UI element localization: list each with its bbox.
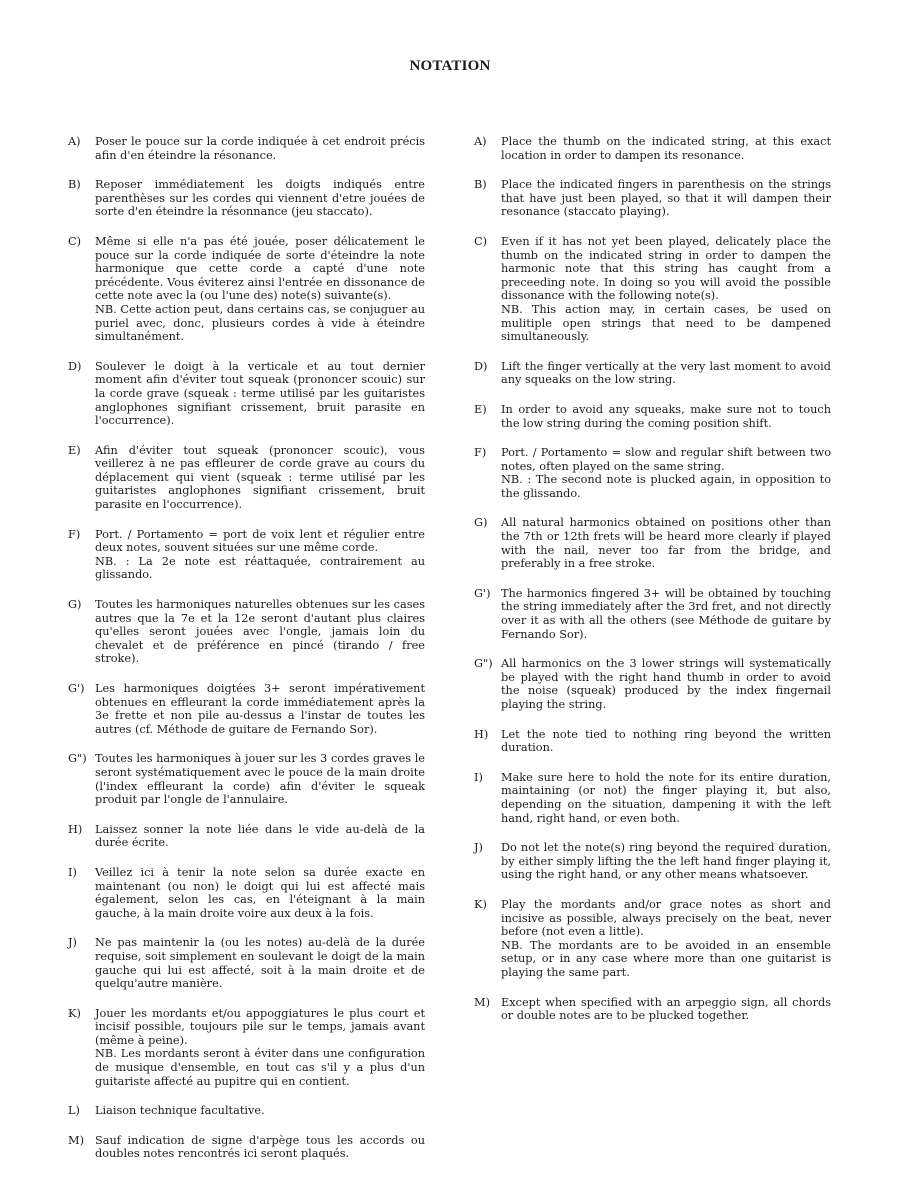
notation-entry — [68, 528, 425, 582]
entry-text — [501, 235, 831, 344]
entry-paragraph: Les harmoniques doigtées 3+ seront impérativement obtenues en effleurant la corde immédiatement après la 3e frette et non pile au-dessus a l'instar de toutes les autres (cf. Méthode de guitare de Fernando Sor). — [95, 682, 425, 736]
entry-label: G) — [474, 516, 488, 530]
entry-text — [95, 178, 425, 219]
entry-paragraph: Jouer les mordants et/ou appoggiatures le plus court et incisif possible, toujours pile sur le temps, jamais avant (même à peine). — [95, 1006, 425, 1047]
entry-label: B) — [474, 178, 487, 192]
entry-paragraph: NB. The mordants are to be avoided in an ensemble setup, or in any case where more than one guitarist is playing the same part. — [501, 938, 831, 979]
notation-entry — [68, 135, 425, 162]
notation-entry — [474, 403, 831, 430]
entry-paragraph: NB. : La 2e note est réattaquée, contrairement au glissando. — [95, 554, 425, 582]
entry-text — [95, 360, 425, 428]
notation-entry — [474, 898, 831, 980]
entry-paragraph: Veillez ici à tenir la note selon sa durée exacte en maintenant (ou non) le doigt qui lui est affecté mais également, selon les cas, en l'éteignant à la main gauche, à la main droite voire aux deux à la fois. — [95, 865, 425, 920]
entry-label: H) — [68, 822, 83, 836]
entry-text — [501, 841, 831, 882]
entry-label: A) — [68, 135, 81, 148]
entry-label: A) — [474, 135, 487, 148]
notation-entry — [474, 360, 831, 387]
entry-label: L) — [68, 1104, 80, 1118]
entry-label: C) — [474, 234, 488, 248]
notation-entry — [68, 752, 425, 806]
french-column — [68, 135, 425, 1161]
entry-paragraph: Lift the finger vertically at the very last moment to avoid any squeaks on the low string. — [501, 359, 831, 387]
notation-entry — [474, 446, 831, 500]
entry-text — [95, 1007, 425, 1089]
entry-paragraph: Sauf indication de signe d'arpège tous les accords ou doubles notes rencontrés ici seront plaqués. — [95, 1133, 425, 1161]
notation-entry — [68, 598, 425, 666]
entry-text — [95, 528, 425, 582]
notation-entry — [68, 936, 425, 990]
entry-label: C) — [68, 234, 82, 248]
entry-text — [501, 516, 831, 570]
entry-text — [95, 444, 425, 512]
page-title: NOTATION — [409, 58, 491, 74]
entry-paragraph: Liaison technique facultative. — [95, 1104, 265, 1118]
entry-paragraph: Port. / Portamento = port de voix lent et régulier entre deux notes, souvent situées sur une même corde. — [95, 527, 425, 555]
entry-text — [95, 936, 425, 990]
entry-paragraph: Toutes les harmoniques naturelles obtenues sur les cases autres que la 7e et la 12e seront d'autant plus claires qu'elles seront jouées avec l'ongle, jamais loin du chevalet et de préférence en pincé (tirando / free stroke). — [95, 598, 425, 666]
entry-paragraph: NB. This action may, in certain cases, be used on mulitiple open strings that need to be dampened simultaneously. — [501, 302, 831, 344]
notation-entry — [68, 682, 425, 736]
entry-text — [501, 403, 831, 430]
entry-label: E) — [474, 402, 487, 416]
entry-text — [501, 360, 831, 387]
entry-paragraph: Play the mordants and/or grace notes as short and incisive as possible, always precisely on the beat, never before (not even a little). — [501, 897, 831, 939]
notation-entry — [474, 728, 831, 755]
entry-paragraph: Make sure here to hold the note for its entire duration, maintaining (or not) the finger playing it, but also, depending on the situation, dampening it with the left hand, right hand, or even both. — [501, 770, 831, 825]
notation-entry — [68, 823, 425, 850]
entry-label: F) — [68, 527, 81, 541]
entry-label: D) — [474, 359, 488, 373]
entry-text — [95, 598, 425, 666]
notation-entry — [474, 771, 831, 825]
entry-text — [501, 587, 831, 641]
entry-paragraph: Place the thumb on the indicated string, at this exact location in order to dampen its resonance. — [501, 135, 831, 162]
entry-paragraph: Let the note tied to nothing ring beyond the written duration. — [501, 727, 831, 755]
notation-entry — [68, 178, 425, 219]
entry-text — [501, 771, 831, 825]
entry-paragraph: Même si elle n'a pas été jouée, poser délicatement le pouce sur la corde indiquée de sorte d'éteindre la note harmonique que cette corde a capté d'une note précédente. Vous éviterez ainsi l'entrée en dissonance de cette note avec la (ou l'une des) note(s) suivante(s). — [95, 234, 425, 303]
entry-label: G') — [474, 586, 491, 600]
entry-label: G") — [68, 752, 87, 766]
entry-paragraph: Poser le pouce sur la corde indiquée à cet endroit précis afin d'en éteindre la résonance. — [95, 135, 425, 162]
entry-paragraph: Laissez sonner la note liée dans le vide au-delà de la durée écrite. — [95, 822, 425, 850]
notation-entry — [474, 178, 831, 219]
entry-label: K) — [68, 1006, 81, 1020]
entry-paragraph: All natural harmonics obtained on positions other than the 7th or 12th frets will be heard more clearly if played with the nail, never too far from the bridge, and preferably in a free stroke. — [501, 516, 831, 571]
notation-entry — [68, 235, 425, 344]
entry-label: K) — [474, 897, 487, 911]
entry-text — [501, 728, 831, 755]
notation-entry — [474, 135, 831, 162]
entry-paragraph: NB. Cette action peut, dans certains cas, se conjuguer au puriel avec, donc, plusieurs cordes à vide à éteindre simultanément. — [95, 302, 425, 344]
notation-entry — [68, 1134, 425, 1161]
entry-paragraph: Toutes les harmoniques à jouer sur les 3 cordes graves le seront systématiquement avec le pouce de la main droite (l'index effleurant la corde) afin d'éviter le squeak produit par l'ongle de l'annulaire. — [95, 752, 425, 807]
entry-label: D) — [68, 359, 82, 373]
entry-text — [95, 866, 425, 920]
entry-paragraph: Place the indicated fingers in parenthesis on the strings that have just been played, so that it will dampen their resonance (staccato playing). — [501, 178, 831, 219]
entry-text — [95, 1134, 425, 1161]
entry-paragraph: Reposer immédiatement les doigts indiqués entre parenthèses sur les cordes qui viennent d'etre jouées de sorte d'en éteindre la résonnance (jeu staccato). — [95, 178, 425, 219]
entry-text — [95, 823, 425, 850]
notation-entry — [474, 235, 831, 344]
entry-paragraph: NB. : The second note is plucked again, in opposition to the glissando. — [501, 473, 831, 500]
entry-text — [501, 446, 831, 500]
entry-label: M) — [474, 995, 490, 1009]
entry-text — [501, 996, 831, 1023]
entry-paragraph: Soulever le doigt à la verticale et au tout dernier moment afin d'éviter tout squeak (prononcer scouic) sur la corde grave (squeak : terme utilisé par les guitaristes anglophones signifiant crissement, bruit parasite en l'occurrence). — [95, 359, 425, 428]
notation-entry — [68, 444, 425, 512]
entry-paragraph: NB. Les mordants seront à éviter dans une configuration de musique d'ensemble, en tout cas s'il y a plus d'un guitariste affecté au pupitre qui en contient. — [95, 1047, 425, 1088]
entry-text — [95, 682, 425, 736]
entry-paragraph: Do not let the note(s) ring beyond the required duration, by either simply lifting the the left hand finger playing it, using the right hand, or any other means whatsoever. — [501, 841, 831, 882]
entry-paragraph: Port. / Portamento = slow and regular shift between two notes, often played on the same string. — [501, 446, 831, 473]
entry-label: B) — [68, 178, 81, 192]
entry-text — [501, 135, 831, 162]
entry-paragraph: Except when specified with an arpeggio sign, all chords or double notes are to be plucked together. — [501, 995, 831, 1023]
entry-text — [501, 178, 831, 219]
english-column — [474, 135, 831, 1023]
notation-entry — [68, 360, 425, 428]
entry-label: I) — [68, 865, 77, 879]
entry-text — [95, 135, 425, 162]
entry-paragraph: Even if it has not yet been played, delicately place the thumb on the indicated string in order to dampen the harmonic note that this string has caught from a preceeding note. In doing so you will avoid the possible dissonance with the following note(s). — [501, 234, 831, 303]
entry-paragraph: The harmonics fingered 3+ will be obtained by touching the string immediately after the 3rd fret, and not directly over it as with all the others (see Méthode de guitare by Fernando Sor). — [501, 586, 831, 641]
entry-label: E) — [68, 443, 81, 457]
entry-label: J) — [68, 936, 77, 950]
entry-paragraph: Ne pas maintenir la (ou les notes) au-delà de la durée requise, soit simplement en soulevant le doigt de la main gauche qui lui est affecté, soit à la main droite et de quelqu'autre manière. — [95, 936, 425, 991]
entry-label: I) — [474, 770, 483, 784]
notation-entry — [68, 1104, 425, 1118]
notation-entry — [474, 996, 831, 1023]
entry-paragraph: In order to avoid any squeaks, make sure not to touch the low string during the coming position shift. — [501, 402, 831, 430]
entry-label: H) — [474, 727, 489, 741]
entry-text — [95, 1104, 425, 1118]
entry-text — [501, 898, 831, 980]
entry-label: G") — [474, 657, 493, 671]
notation-entry — [68, 866, 425, 920]
notation-entry — [474, 516, 831, 570]
notation-entry — [474, 587, 831, 641]
entry-text — [95, 235, 425, 344]
entry-label: J) — [474, 841, 483, 855]
notation-entry — [474, 657, 831, 711]
entry-text — [95, 752, 425, 806]
entry-text — [501, 657, 831, 711]
entry-paragraph: Afin d'éviter tout squeak (prononcer scouic), vous veillerez à ne pas effleurer de corde grave au cours du déplacement qui vient (squeak : terme utilisé par les guitaristes anglophones signifiant crissement, bruit parasite en l'occurrence). — [95, 443, 425, 512]
notation-entry — [68, 1007, 425, 1089]
entry-label: G') — [68, 682, 85, 695]
entry-label: F) — [474, 446, 487, 460]
entry-paragraph: All harmonics on the 3 lower strings will systematically be played with the right hand thumb in order to avoid the noise (squeak) produced by the index fingernail playing the string. — [501, 657, 831, 711]
entry-label: G) — [68, 598, 82, 612]
notation-entry — [474, 841, 831, 882]
entry-label: M) — [68, 1133, 84, 1147]
